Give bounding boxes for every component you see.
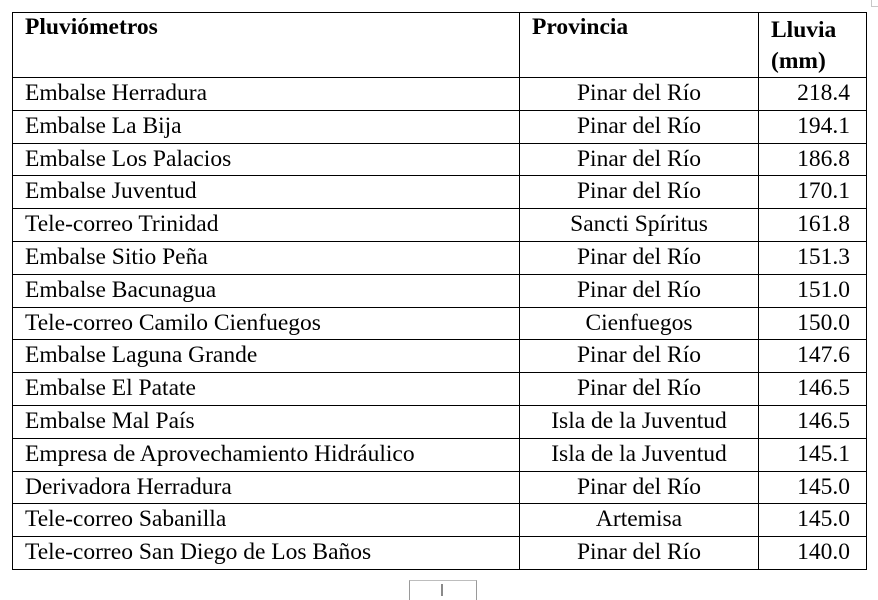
- table-row: [13, 176, 867, 209]
- station-name-cell: Embalse Mal País: [13, 405, 520, 438]
- table-row: [13, 405, 867, 438]
- rainfall-value-cell: 146.5: [759, 373, 867, 406]
- station-name-cell: Embalse Sitio Peña: [13, 241, 520, 274]
- table-row: [13, 307, 867, 340]
- province-cell: Isla de la Juventud: [520, 438, 759, 471]
- header-province: Provincia: [520, 13, 759, 78]
- table-row: [13, 340, 867, 373]
- table-row: [13, 110, 867, 143]
- station-name-cell: Embalse Juventud: [13, 176, 520, 209]
- rainfall-value-cell: 147.6: [759, 340, 867, 373]
- rainfall-value-cell: 194.1: [759, 110, 867, 143]
- province-cell: Pinar del Río: [520, 241, 759, 274]
- table-row: [13, 504, 867, 537]
- table-move-handle[interactable]: [409, 580, 477, 600]
- move-handle-icon: [441, 584, 443, 596]
- province-cell: Sancti Spíritus: [520, 209, 759, 242]
- province-cell: Pinar del Río: [520, 143, 759, 176]
- table-row: [13, 143, 867, 176]
- province-cell: Pinar del Río: [520, 373, 759, 406]
- table-row: [13, 78, 867, 111]
- rainfall-value-cell: 151.0: [759, 274, 867, 307]
- rainfall-value-cell: 151.3: [759, 241, 867, 274]
- province-cell: Pinar del Río: [520, 537, 759, 570]
- rainfall-value-cell: 186.8: [759, 143, 867, 176]
- rainfall-value-cell: 150.0: [759, 307, 867, 340]
- province-cell: Pinar del Río: [520, 78, 759, 111]
- station-name-cell: Embalse Herradura: [13, 78, 520, 111]
- province-cell: Pinar del Río: [520, 110, 759, 143]
- province-cell: Pinar del Río: [520, 340, 759, 373]
- rainfall-value-cell: 161.8: [759, 209, 867, 242]
- province-cell: Cienfuegos: [520, 307, 759, 340]
- province-cell: Pinar del Río: [520, 176, 759, 209]
- table-row: [13, 373, 867, 406]
- province-cell: Artemisa: [520, 504, 759, 537]
- station-name-cell: Embalse La Bija: [13, 110, 520, 143]
- province-cell: Pinar del Río: [520, 274, 759, 307]
- rainfall-value-cell: 145.1: [759, 438, 867, 471]
- station-name-cell: Tele-correo Sabanilla: [13, 504, 520, 537]
- page-corner-mark: [871, 0, 878, 7]
- station-name-cell: Embalse Bacunagua: [13, 274, 520, 307]
- station-name-cell: Tele-correo Trinidad: [13, 209, 520, 242]
- province-cell: Pinar del Río: [520, 471, 759, 504]
- station-name-cell: Derivadora Herradura: [13, 471, 520, 504]
- province-cell: Isla de la Juventud: [520, 405, 759, 438]
- table-row: [13, 471, 867, 504]
- station-name-cell: Tele-correo San Diego de Los Baños: [13, 537, 520, 570]
- rainfall-value-cell: 170.1: [759, 176, 867, 209]
- station-name-cell: Empresa de Aprovechamiento Hidráulico: [13, 438, 520, 471]
- station-name-cell: Embalse El Patate: [13, 373, 520, 406]
- rainfall-table: [12, 12, 867, 570]
- table-row: [13, 274, 867, 307]
- table-row: [13, 537, 867, 570]
- table-header-row: [13, 13, 867, 78]
- rainfall-value-cell: 145.0: [759, 471, 867, 504]
- rainfall-value-cell: 140.0: [759, 537, 867, 570]
- rainfall-value-cell: 145.0: [759, 504, 867, 537]
- station-name-cell: Tele-correo Camilo Cienfuegos: [13, 307, 520, 340]
- header-stations: Pluviómetros: [13, 13, 520, 78]
- station-name-cell: Embalse Los Palacios: [13, 143, 520, 176]
- rainfall-value-cell: 218.4: [759, 78, 867, 111]
- station-name-cell: Embalse Laguna Grande: [13, 340, 520, 373]
- header-rainfall: Lluvia (mm): [759, 13, 867, 78]
- table-row: [13, 438, 867, 471]
- table-body: [13, 78, 867, 570]
- table-row: [13, 209, 867, 242]
- table-row: [13, 241, 867, 274]
- rainfall-value-cell: 146.5: [759, 405, 867, 438]
